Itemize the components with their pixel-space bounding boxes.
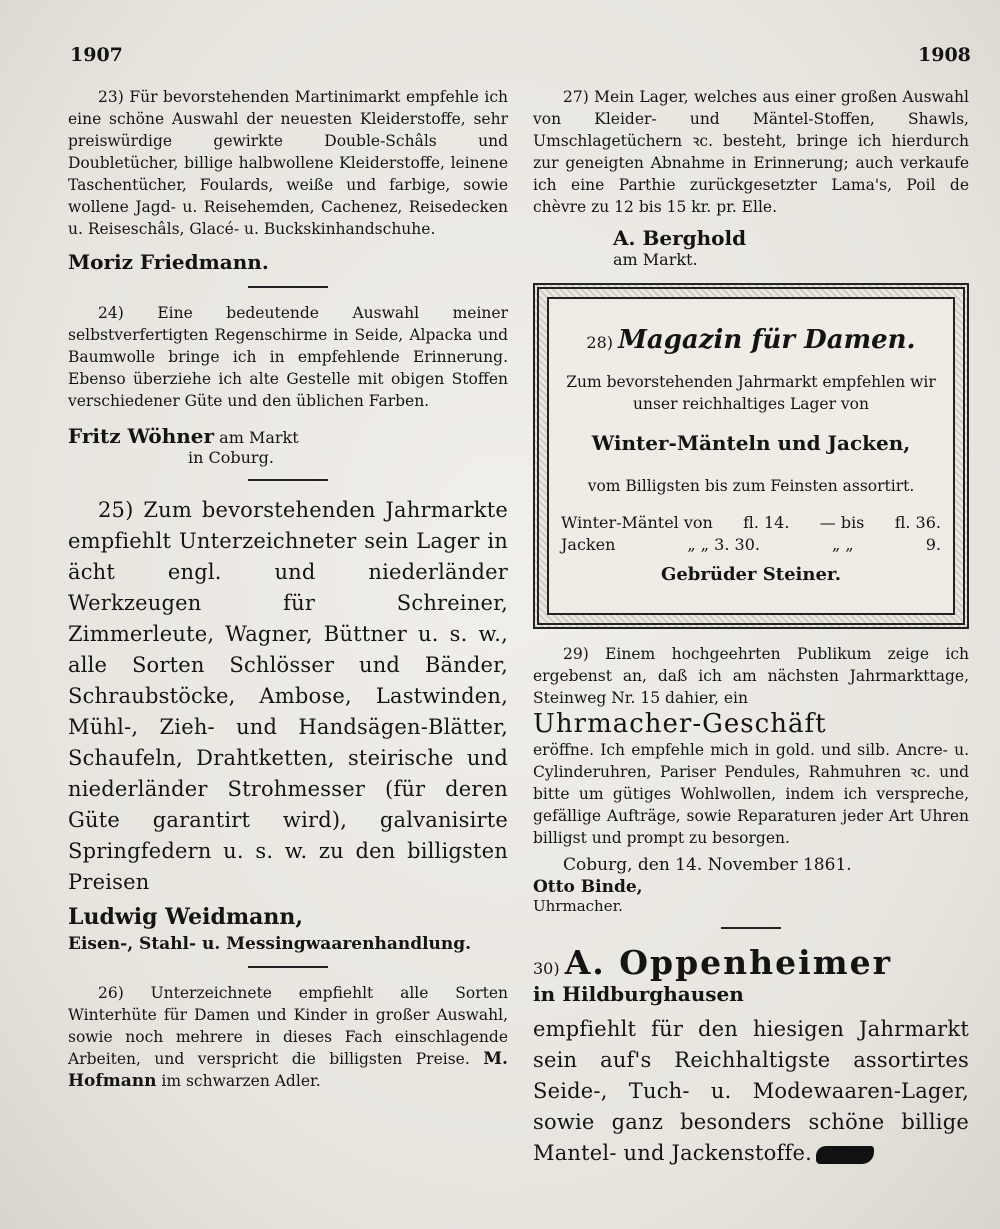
ad-27-signature: A. Berghold	[613, 226, 747, 250]
price-row-jacken-from: „ „ 3. 30.	[687, 535, 760, 554]
right-column	[533, 86, 969, 1169]
ad-30	[533, 943, 969, 1169]
ad-28-intro: Zum bevorstehenden Jahrmarkt empfehlen wir unser reichhaltiges Lager von	[566, 373, 936, 413]
ad-28-range: vom Billigsten bis zum Feinsten assortirt.	[587, 476, 915, 495]
ad-30-location: in Hildburghausen	[533, 982, 744, 1006]
ad-24-text: 24) Eine bedeutende Auswahl meiner selbstverfertigten Regenschirme in Seide, Alpacka und Baumwolle bringe ich in empfehlende Erinnerung. Ebenso überziehe ich alte Gestelle mit obigen Stoffen verschiedener Güte und den üblichen Farben.	[68, 304, 508, 410]
ad-28-signature: Gebrüder Steiner.	[660, 564, 841, 585]
ad-29	[533, 643, 969, 915]
ad-28-frame	[533, 283, 969, 629]
ad-29-signature: Otto Binde,	[533, 877, 643, 897]
ad-30-title-line	[533, 943, 969, 982]
ad-24-signature-suffix: am Markt	[219, 428, 299, 447]
ink-smudge-icon	[816, 1146, 874, 1164]
page-number-left: 1907	[70, 44, 123, 66]
ad-27-text: 27) Mein Lager, welches aus einer großen Auswahl von Kleider- und Mäntel-Stoffen, Shawls, Umschlagetüchern ꝛc. besteht, bringe ich hierdurch zur geneigten Abnahme in Erinnerung; auch verkaufe ich eine Parthie zurückgesetzter Lama's, Poil de chèvre zu 12 bis 15 kr. pr. Elle.	[533, 88, 969, 216]
ad-28-title-line	[561, 325, 941, 355]
ad-23-signature: Moriz Friedmann.	[68, 250, 269, 274]
ad-26-signature-suffix: im schwarzen Adler.	[161, 1072, 321, 1090]
ad-26-text	[68, 982, 508, 1092]
ad-25-signature: Ludwig Weidmann,	[68, 904, 304, 930]
ad-28-title: Magazin für Damen.	[618, 325, 916, 355]
price-row-jacken-dash: „ „	[832, 535, 854, 554]
price-row-jacken-label: Jacken	[561, 535, 616, 554]
ad-30-number: 30)	[533, 959, 560, 978]
ad-29-title: Uhrmacher-Geschäft	[533, 709, 827, 739]
ad-28	[547, 297, 955, 615]
ad-30-title: A. Oppenheimer	[564, 943, 892, 982]
separator-rule	[248, 286, 328, 288]
ad-24-signature-line	[68, 424, 508, 448]
ad-28-number: 28)	[586, 333, 613, 352]
separator-rule	[721, 927, 781, 929]
ad-26-signature: M. Hofmann	[68, 1049, 508, 1091]
price-row-mantel	[561, 512, 941, 534]
price-row-mantel-to: fl. 36.	[894, 513, 941, 532]
price-row-jacken-to: 9.	[925, 535, 941, 554]
ad-24	[68, 302, 508, 467]
ad-26	[68, 982, 508, 1092]
ad-29-role: Uhrmacher.	[533, 897, 623, 915]
page-number-right: 1908	[918, 44, 971, 66]
ad-30-text	[533, 1014, 969, 1169]
ad-28-headline: Winter-Mänteln und Jacken,	[591, 430, 911, 455]
ad-25-text: 25) Zum bevorstehenden Jahrmarkte empfiehlt Unterzeichneter sein Lager in ächt engl. und niederländer Werkzeugen für Schreiner, Zimmerleute, Wagner, Büttner u. s. w., alle Sorten Schlösser und Bänder, Schraubstöcke, Ambose, Lastwinden, Mühl-, Zieh- und Handsägen-Blätter, Schaufeln, Drahtketten, steirische und niederländer Strohmesser (für deren Güte garantirt wird), galvanisirte Springfedern u. s. w. zu den billigsten Preisen	[68, 498, 508, 894]
ad-27	[533, 86, 969, 269]
price-row-jacken	[561, 534, 941, 556]
price-row-mantel-dash: — bis	[819, 513, 865, 532]
ad-26-body: 26) Unterzeichnete empfiehlt alle Sorten Winterhüte für Damen und Kinder in großer Auswahl, sowie noch mehrere in dieses Fach einschlagende Arbeiten, und verspricht die billigsten Preise.	[68, 984, 508, 1068]
ad-29-text: 29) Einem hochgeehrten Publikum zeige ich ergebenst an, daß ich am nächsten Jahrmarkttage, Steinweg Nr. 15 dahier, ein	[533, 645, 969, 707]
ad-23-text: 23) Für bevorstehenden Martinimarkt empfehle ich eine schöne Auswahl der neuesten Kleiderstoffe, sehr preiswürdige gewirkte Double-Schâls und Doubletücher, billige halbwollene Kleiderstoffe, leinene Taschentücher, Foulards, weiße und farbige, sowie wollene Jagd- u. Reisehemden, Cachenez, Reisedecken u. Reiseschâls, Glacé- u. Buckskinhandschuhe.	[68, 88, 508, 238]
ad-24-location: in Coburg.	[188, 448, 274, 467]
price-row-mantel-label: Winter-Mäntel von	[561, 513, 713, 532]
left-column	[68, 86, 508, 1092]
ad-23	[68, 86, 508, 274]
ad-25	[68, 495, 508, 954]
ad-29-body: eröffne. Ich empfehle mich in gold. und silb. Ancre- u. Cylinderuhren, Pariser Pendules, Rahmuhren ꝛc. und bitte um gütiges Wohlwollen, indem ich verspreche, gefällige Aufträge, sowie Reparaturen jeder Art Uhren billigst und prompt zu besorgen.	[533, 741, 969, 847]
separator-rule	[248, 966, 328, 968]
ad-25-subtitle: Eisen-, Stahl- u. Messingwaarenhandlung.	[68, 934, 472, 954]
ad-29-dateline: Coburg, den 14. November 1861.	[563, 855, 852, 875]
separator-rule	[248, 479, 328, 481]
price-row-mantel-from: fl. 14.	[743, 513, 790, 532]
ad-24-signature: Fritz Wöhner	[68, 424, 215, 448]
ad-27-location: am Markt.	[613, 250, 698, 269]
ad-30-body: empfiehlt für den hiesigen Jahrmarkt sein auf's Reichhaltigste assortirtes Seide-, Tuch- u. Modewaaren-Lager, sowie ganz besonders schöne billige Mantel- und Jackenstoffe.	[533, 1017, 969, 1165]
